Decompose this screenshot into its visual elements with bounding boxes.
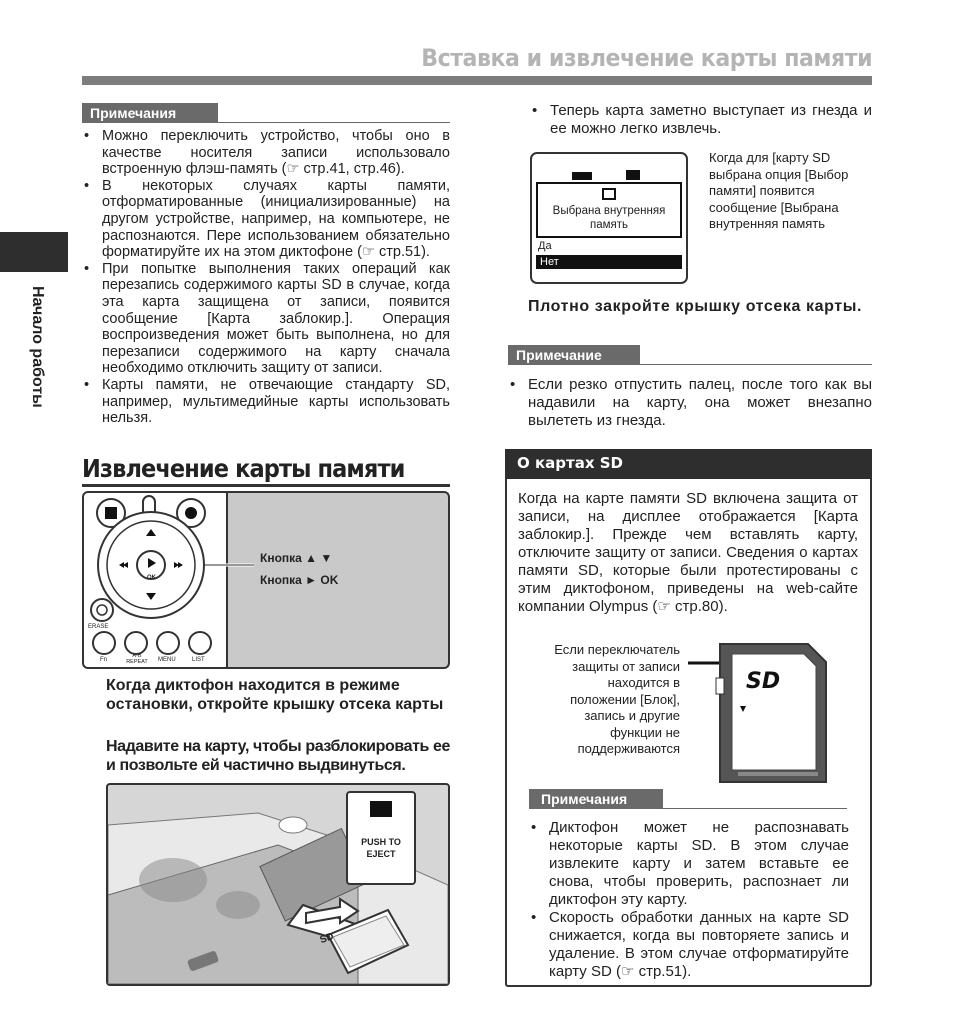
section-tab-marker <box>0 232 68 272</box>
section-heading: Извлечение карты памяти <box>82 454 405 483</box>
push-to-eject-label-2: EJECT <box>366 849 396 859</box>
sd-card-logo: SD <box>318 930 336 947</box>
note-item: • В некоторых случаях карты памяти, отформатированные (инициализированные) на другом устройстве, например, на компьютере, не распознаются. Пере использованием обязательно форматируйте их на этом диктофоне (☞ стр.51). <box>82 178 450 261</box>
sd-notes-header-line <box>663 808 847 809</box>
section-side-label: Начало работы <box>29 286 46 408</box>
notes-list <box>82 128 450 427</box>
note-item: • Скорость обработки данных на карте SD снижается, когда вы повторяете запись и удаление. В этом случае отформатируйте карту SD (☞ стр.51). <box>529 909 849 981</box>
sd-card-icon <box>626 170 640 180</box>
note-item: • Карты памяти, не отвечающие стандарту SD, например, мультимедийные карты использовать нельзя. <box>82 377 450 427</box>
right-note-section <box>508 345 872 365</box>
internal-memory-icon <box>602 188 616 200</box>
option-no-selected: Нет <box>536 255 682 269</box>
sd-notes-body <box>529 819 849 981</box>
switch-caption: Если переключатель защиты от записи находится в положении [Блок], запись и другие функции не поддерживаются <box>554 642 680 756</box>
note-header-line <box>640 364 872 365</box>
sd-logo-text: SD <box>746 669 781 694</box>
right-top-bullet <box>530 102 872 138</box>
page-title: Вставка и извлечение карты памяти <box>421 44 872 72</box>
list-button-label: LIST <box>192 657 205 663</box>
title-rule <box>82 76 872 85</box>
sd-notes-header: Примечания <box>529 789 663 809</box>
right-note-body <box>508 376 872 430</box>
note-item: • Если резко отпустить палец, после того как вы надавили на карту, она может внезапно вылететь из гнезда. <box>508 376 872 430</box>
card-slot-icon <box>370 801 392 817</box>
fn-button-label: Fn <box>100 657 108 663</box>
ab-repeat-button-label: A-B REPEAT <box>126 653 148 665</box>
step-push-card: Надавите на карту, чтобы разблокировать ее и позвольте ей частично выдвинуться. <box>106 738 450 774</box>
step-close-cover: Плотно закройте крышку отсека карты. <box>528 298 863 315</box>
section-heading-rule <box>82 484 450 487</box>
erase-button-label: ERASE <box>88 624 109 630</box>
note-item: • Можно переключить устройство, чтобы оно в качестве носителя записи использовало встроенную флэш-память (☞ стр.41, стр.46). <box>82 128 450 178</box>
screen-caption: Когда для [карту SD выбрана опция [Выбор памяти] появится сообщение [Выбрана внутренняя память <box>709 150 849 231</box>
callout-ok-button: Кнопка ► OK <box>260 573 339 587</box>
sd-info-box-header: О картах SD <box>505 449 872 479</box>
option-yes: Да <box>538 240 552 252</box>
sd-info-paragraph: Когда на карте памяти SD включена защита от записи, на дисплее отображается [Карта заблокир.]. Прежде чем вставлять карту, отключите защиту от записи. Сведения о картах памяти SD, которые были протестированы с этим диктофоном, приведены на web-сайте компании Olympus (☞ стр.80). <box>518 490 858 615</box>
memory-icon <box>572 172 592 180</box>
dialog-message: Выбрана внутренняя память <box>552 205 666 231</box>
card-eject-illustration <box>106 783 450 986</box>
push-to-eject-callout <box>346 791 416 885</box>
notes-header: Примечания <box>82 103 218 123</box>
step-open-cover: Когда диктофон находится в режиме остановки, откройте крышку отсека карты <box>106 677 444 713</box>
sd-card-diagram <box>688 642 830 784</box>
ok-button-label: OK <box>147 575 156 581</box>
note-header: Примечание <box>508 345 640 365</box>
sd-notes-section <box>529 789 847 809</box>
left-notes-section <box>82 103 450 427</box>
recorder-controls-illustration <box>82 491 450 669</box>
push-to-eject-label: PUSH TO <box>361 837 401 847</box>
note-item: • Диктофон может не распознавать некоторые карты SD. В этом случае извлеките карту и затем вставьте ее снова, чтобы проверить, распознает ли диктофон эту карту. <box>529 819 849 909</box>
notes-header-line <box>218 122 450 123</box>
callout-up-down-button: Кнопка ▲ ▼ <box>260 551 333 565</box>
menu-button-label: MENU <box>158 657 176 663</box>
display-screen-illustration <box>530 152 688 284</box>
dialog-box <box>536 182 682 238</box>
note-item: • Теперь карта заметно выступает из гнезда и ее можно легко извлечь. <box>530 102 872 138</box>
note-item: • При попытке выполнения таких операций как перезапись содержимого карты SD в случае, когда эта карта защищена от записи, появится сообщение [Карта заблокир.]. Операция воспроизведения может быть выполнена, но для перезаписи содержимого на карту сначала необходимо отключить защиту от записи. <box>82 261 450 377</box>
